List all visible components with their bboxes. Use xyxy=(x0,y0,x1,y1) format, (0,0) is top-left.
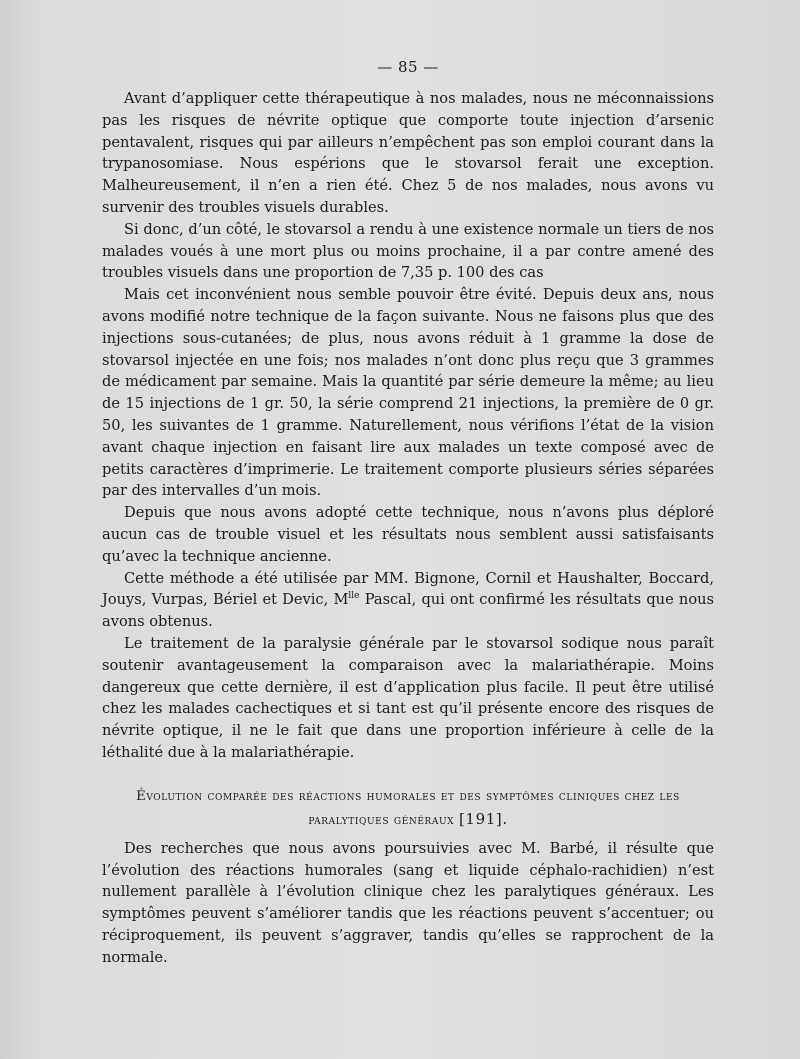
authors-superscript: lle xyxy=(348,591,360,602)
paragraph-conclusion: Le traitement de la paralysie générale par le stovarsol sodique nous paraît soutenir avantageusement la comparaison avec la malariathérapie. Moins dangereux que cette dernière, il est d’application plus facile. Il peut être utilisé chez les malades cachectiques et si tant est qu’il présente encore des risques de névrite optique, il ne le fait que dans une proportion inférieure à celle de la léthalité due à la malariathérapie. xyxy=(102,634,714,761)
authors-text-before: Cette méthode a été utilisée par MM. Bignone, Cornil et Haushalter, Boccard, Jouys, Vurpas, Bériel et Devic, M xyxy=(102,569,714,609)
paragraph-visual-troubles: Si donc, d’un côté, le stovarsol a rendu à une existence normale un tiers de nos malades voués à une mort plus ou moins prochaine, il a par contre amené des troubles visuels dans une proportion de 7,35 p. 100 des cas xyxy=(102,220,714,282)
paragraph-results: Depuis que nous avons adopté cette technique, nous n’avons plus déploré aucun cas de trouble visuel et les résultats nous semblent aussi satisfaisants qu’avec la technique ancienne. xyxy=(102,504,714,565)
authors-text-after: Pascal, qui ont confirmé les résultats que nous avons obtenus. xyxy=(102,591,714,631)
section-heading xyxy=(102,786,714,832)
body-text xyxy=(102,88,714,968)
paragraph-arsenic-risk: Avant d’appliquer cette thérapeutique à nos malades, nous ne méconnaissions pas les risques de névrite optique que comporte toute injection d’arsenic pentavalent, risques qui par ailleurs n’empêchent pas son emploi courant dans la trypanosomiase. Nous espérions que le stovarsol ferait une exception. Malheureusement, il n’en a rien été. Chez 5 de nos malades, nous avons vu survenir des troubles visuels durables. xyxy=(102,90,714,216)
page-number: — 85 — xyxy=(377,58,439,76)
section-heading-reference: [191]. xyxy=(458,809,508,828)
paragraph-authors xyxy=(102,568,714,633)
section-heading-text: Évolution comparée des réactions humorales et des symptômes cliniques chez les paralytiques généraux xyxy=(136,788,680,828)
paragraph-new-technique: Mais cet inconvénient nous semble pouvoir être évité. Depuis deux ans, nous avons modifié notre technique de la façon suivante. Nous ne faisons plus que des injections sous-cutanées; de plus, nous avons réduit à 1 gramme la dose de stovarsol injectée en une fois; nos malades n’ont donc plus reçu que 3 grammes de médicament par semaine. Mais la quantité par série demeure la même; au lieu de 15 injections de 1 gr. 50, la série comprend 21 injections, la première de 0 gr. 50, les suivantes de 1 gramme. Naturellement, nous vérifions l’état de la vision avant chaque injection en faisant lire aux malades un texte composé avec de petits caractères d’imprimerie. Le traitement comporte plusieurs séries séparées par des intervalles d’un mois. xyxy=(102,286,714,500)
paragraph-humoral-evolution: Des recherches que nous avons poursuivies avec M. Barbé, il résulte que l’évolution des réactions humorales (sang et liquide céphalo-rachidien) n’est nullement parallèle à l’évolution clinique chez les paralytiques généraux. Les symptômes peuvent s’améliorer tandis que les réactions peuvent s’accentuer; ou réciproquement, ils peuvent s’aggraver, tandis qu’elles se rapprochent de la normale. xyxy=(102,839,714,966)
